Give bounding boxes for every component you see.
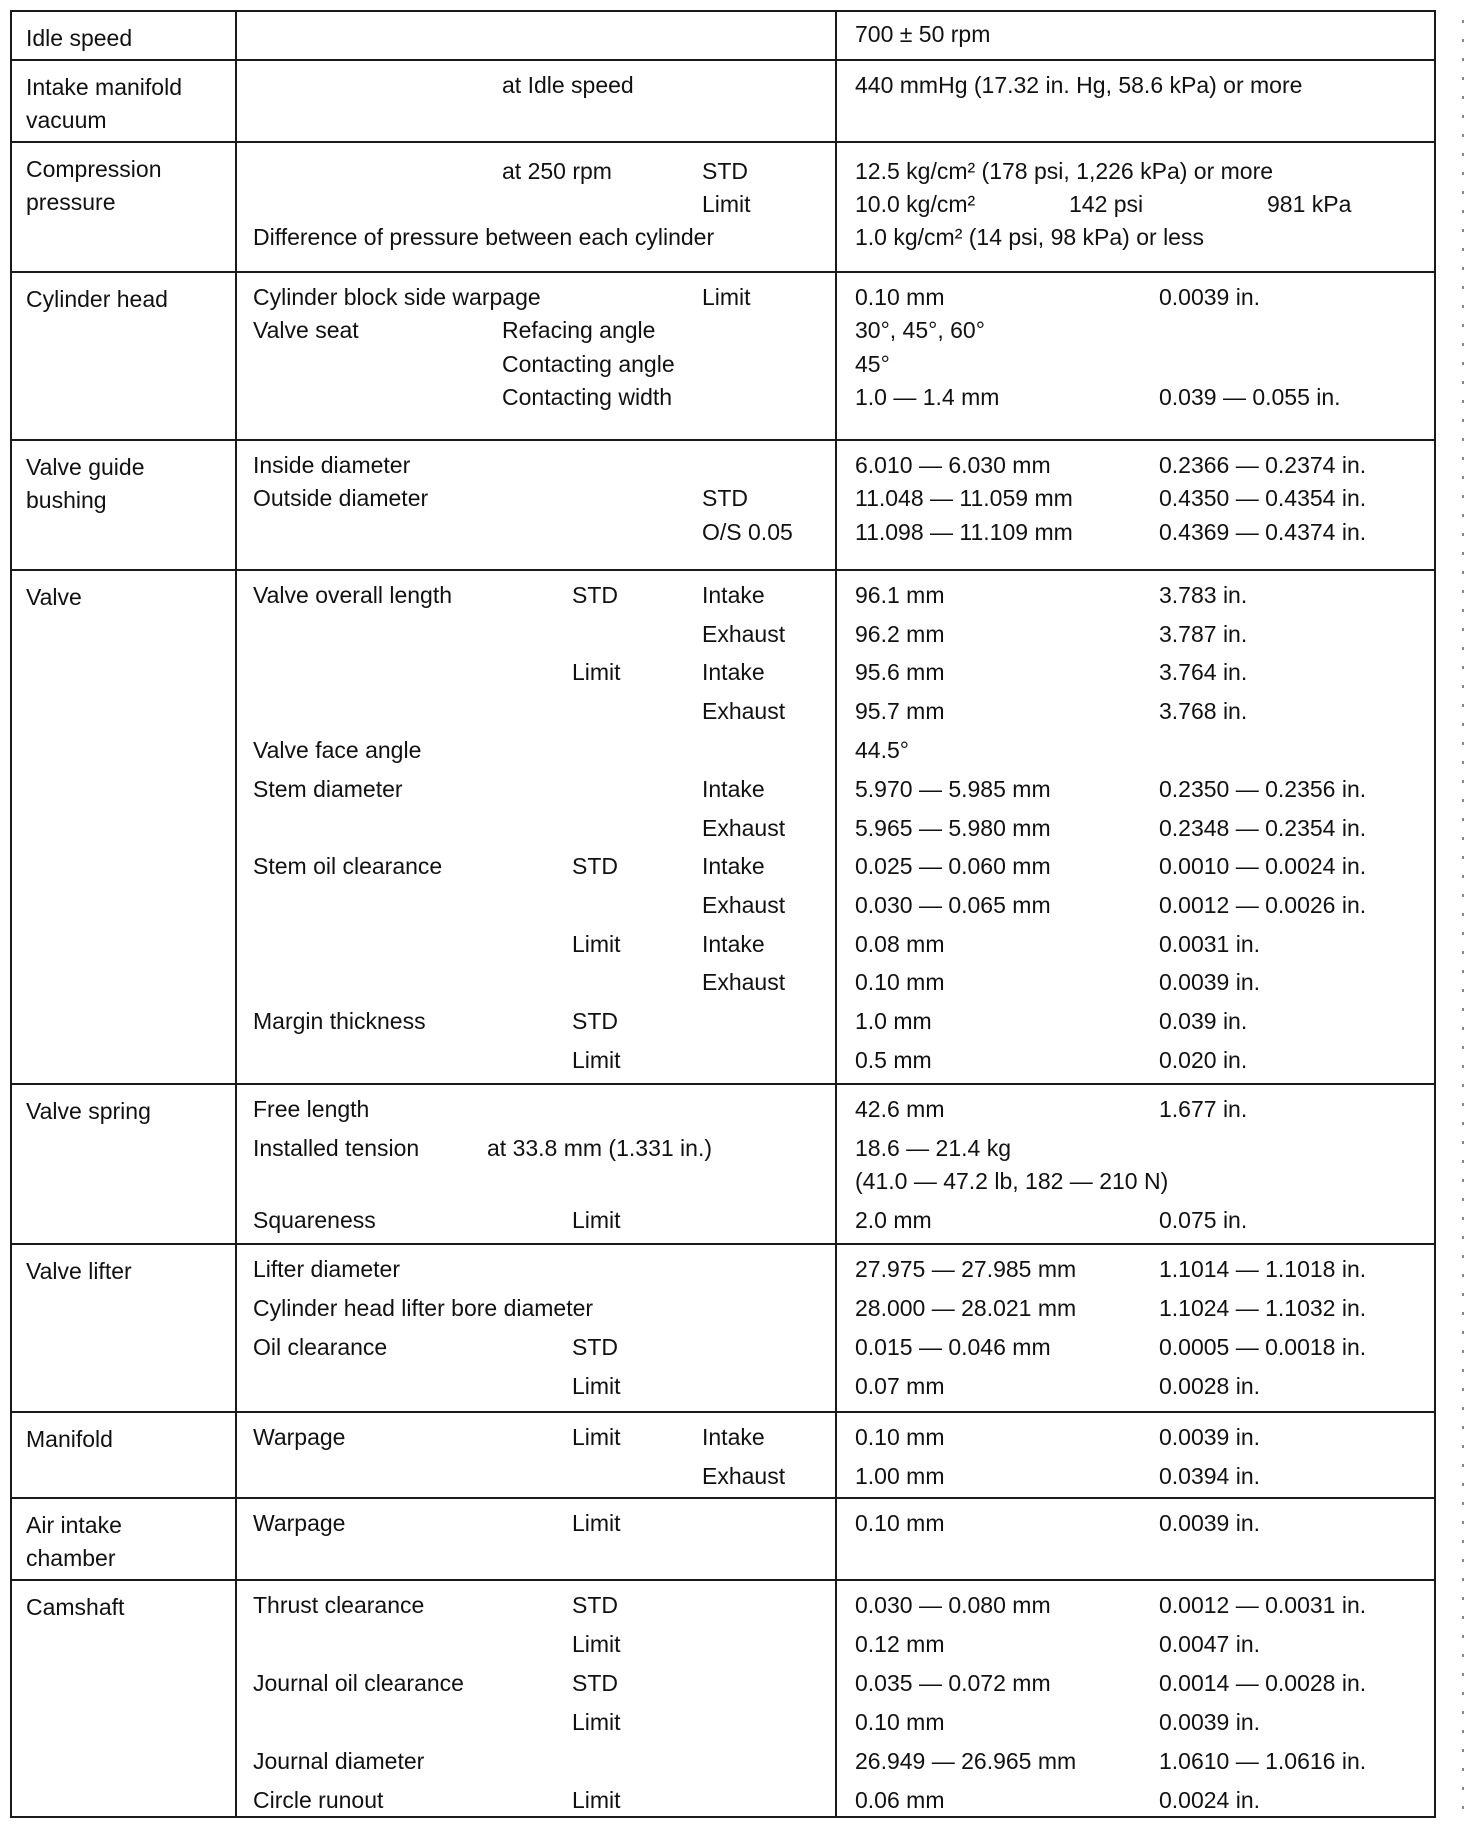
spec-row	[11, 60, 1435, 142]
value-text: 1.1024 — 1.1032 in.	[1159, 1295, 1367, 1321]
value-text: 0.0039 in.	[1159, 1510, 1261, 1536]
value-text: 30°, 45°, 60°	[855, 317, 985, 343]
condition-text: Limit	[702, 284, 751, 310]
value-text: 142 psi	[1069, 191, 1144, 217]
value-text: 0.06 mm	[855, 1787, 945, 1813]
condition-text: Valve seat	[253, 317, 359, 343]
component-cell	[11, 272, 236, 440]
condition-text: at Idle speed	[502, 72, 634, 98]
condition-text: Difference of pressure between each cylinder	[253, 224, 715, 250]
condition-text: Limit	[572, 1510, 621, 1536]
component-cell	[11, 1498, 236, 1580]
component-name: Cylinder head	[26, 286, 168, 312]
component-name: Valve spring	[26, 1098, 151, 1124]
value-text: 0.0039 in.	[1159, 1424, 1261, 1450]
condition-text: STD	[702, 485, 748, 511]
value-text: 1.0610 — 1.0616 in.	[1159, 1748, 1367, 1774]
condition-text: at 33.8 mm (1.331 in.)	[487, 1135, 712, 1161]
value-text: 12.5 kg/cm² (178 psi, 1,226 kPa) or more	[855, 158, 1274, 184]
value-text: 45°	[855, 351, 890, 377]
condition-text: Valve overall length	[253, 582, 453, 608]
value-text: 0.12 mm	[855, 1631, 945, 1657]
value-text: 0.0394 in.	[1159, 1463, 1261, 1489]
value-text: 0.035 — 0.072 mm	[855, 1670, 1051, 1696]
value-text: 0.0047 in.	[1159, 1631, 1261, 1657]
value-cell	[836, 1580, 1435, 1817]
value-text: 0.2350 — 0.2356 in.	[1159, 776, 1367, 802]
spec-row	[11, 1244, 1435, 1412]
condition-text: STD	[572, 853, 618, 879]
value-text: 0.039 — 0.055 in.	[1159, 384, 1341, 410]
condition-text: STD	[702, 158, 748, 184]
component-cell	[11, 60, 236, 142]
condition-text: STD	[572, 1334, 618, 1360]
value-text: 0.4350 — 0.4354 in.	[1159, 485, 1367, 511]
component-cell	[11, 142, 236, 272]
condition-text: Limit	[572, 1373, 621, 1399]
spec-row	[11, 272, 1435, 440]
condition-text: Limit	[572, 659, 621, 685]
value-cell	[836, 1498, 1435, 1580]
condition-text: Warpage	[253, 1424, 346, 1450]
component-name: Intake manifold	[26, 74, 182, 100]
value-text: 440 mmHg (17.32 in. Hg, 58.6 kPa) or more	[855, 72, 1303, 98]
condition-cell	[236, 60, 836, 142]
spec-table	[10, 10, 1436, 1818]
value-text: 0.10 mm	[855, 1424, 945, 1450]
value-text: 96.2 mm	[855, 621, 945, 647]
value-text: 0.07 mm	[855, 1373, 945, 1399]
condition-text: Valve face angle	[253, 737, 422, 763]
value-cell	[836, 1412, 1435, 1498]
component-cell	[11, 1580, 236, 1817]
condition-text: Circle runout	[253, 1787, 384, 1813]
component-cell	[11, 11, 236, 60]
value-text: 3.768 in.	[1159, 698, 1248, 724]
condition-cell	[236, 272, 836, 440]
condition-cell	[236, 11, 836, 60]
condition-text: Installed tension	[253, 1135, 420, 1161]
value-text: 0.2366 — 0.2374 in.	[1159, 452, 1367, 478]
value-text: 5.970 — 5.985 mm	[855, 776, 1051, 802]
value-text: 6.010 — 6.030 mm	[855, 452, 1051, 478]
component-cell	[11, 1084, 236, 1244]
value-text: 0.10 mm	[855, 1709, 945, 1735]
condition-text: Limit	[572, 1709, 621, 1735]
condition-text: Free length	[253, 1096, 370, 1122]
value-text: 0.0012 — 0.0026 in.	[1159, 892, 1367, 918]
condition-cell	[236, 1412, 836, 1498]
condition-text: Limit	[572, 1424, 621, 1450]
value-text: 1.677 in.	[1159, 1096, 1248, 1122]
component-cell	[11, 570, 236, 1084]
condition-text: Intake	[702, 1424, 765, 1450]
value-text: 1.0 — 1.4 mm	[855, 384, 1000, 410]
condition-text: Intake	[702, 776, 765, 802]
value-text: 0.030 — 0.065 mm	[855, 892, 1051, 918]
component-name: Camshaft	[26, 1594, 125, 1620]
condition-cell	[236, 440, 836, 570]
condition-text: Exhaust	[702, 969, 786, 995]
value-text: 0.075 in.	[1159, 1207, 1248, 1233]
value-text: 0.025 — 0.060 mm	[855, 853, 1051, 879]
value-cell	[836, 570, 1435, 1084]
value-text: 0.0039 in.	[1159, 1709, 1261, 1735]
condition-text: Intake	[702, 931, 765, 957]
component-name: Compression	[26, 156, 162, 182]
value-text: 28.000 — 28.021 mm	[855, 1295, 1077, 1321]
condition-text: Outside diameter	[253, 485, 429, 511]
component-cell	[11, 440, 236, 570]
value-text: 11.098 — 11.109 mm	[855, 519, 1073, 545]
condition-text: at 250 rpm	[502, 158, 612, 184]
condition-cell	[236, 142, 836, 272]
condition-cell	[236, 570, 836, 1084]
spec-row	[11, 1412, 1435, 1498]
condition-cell	[236, 1498, 836, 1580]
spec-row	[11, 11, 1435, 60]
value-text: 1.0 mm	[855, 1008, 932, 1034]
component-name: Air intake	[26, 1512, 122, 1538]
condition-text: Intake	[702, 853, 765, 879]
condition-text: Exhaust	[702, 1463, 786, 1489]
page-edge-tick-marks	[1456, 20, 1470, 1820]
value-cell	[836, 11, 1435, 60]
value-text: 3.783 in.	[1159, 582, 1248, 608]
component-name: Manifold	[26, 1426, 113, 1452]
condition-text: Limit	[572, 1047, 621, 1073]
value-text: 3.787 in.	[1159, 621, 1248, 647]
spec-row	[11, 1580, 1435, 1817]
value-cell	[836, 60, 1435, 142]
component-cell	[11, 1244, 236, 1412]
condition-text: Margin thickness	[253, 1008, 426, 1034]
value-text: 95.7 mm	[855, 698, 945, 724]
value-text: 0.0028 in.	[1159, 1373, 1261, 1399]
value-text: 0.5 mm	[855, 1047, 932, 1073]
value-text: 0.0010 — 0.0024 in.	[1159, 853, 1367, 879]
value-text: 0.030 — 0.080 mm	[855, 1592, 1051, 1618]
value-text: 1.00 mm	[855, 1463, 945, 1489]
condition-text: Exhaust	[702, 621, 786, 647]
condition-text: Oil clearance	[253, 1334, 388, 1360]
condition-text: Contacting width	[502, 384, 673, 410]
condition-text: Limit	[572, 1207, 621, 1233]
spec-row	[11, 142, 1435, 272]
condition-text: Cylinder head lifter bore diameter	[253, 1295, 594, 1321]
component-name: chamber	[26, 1545, 116, 1571]
value-text: 42.6 mm	[855, 1096, 945, 1122]
value-text: 0.10 mm	[855, 1510, 945, 1536]
condition-text: Inside diameter	[253, 452, 411, 478]
value-text: 2.0 mm	[855, 1207, 932, 1233]
spec-body	[11, 11, 1435, 1817]
value-text: 0.0014 — 0.0028 in.	[1159, 1670, 1367, 1696]
value-text: 3.764 in.	[1159, 659, 1248, 685]
value-text: 0.020 in.	[1159, 1047, 1248, 1073]
condition-text: Stem oil clearance	[253, 853, 443, 879]
condition-text: Cylinder block side warpage	[253, 284, 541, 310]
value-text: 981 kPa	[1267, 191, 1352, 217]
condition-text: Limit	[572, 931, 621, 957]
spec-row	[11, 440, 1435, 570]
condition-text: Intake	[702, 659, 765, 685]
value-text: 96.1 mm	[855, 582, 945, 608]
spec-row	[11, 1498, 1435, 1580]
condition-text: STD	[572, 1008, 618, 1034]
condition-text: Exhaust	[702, 815, 786, 841]
value-cell	[836, 1084, 1435, 1244]
value-text: 11.048 — 11.059 mm	[855, 485, 1073, 511]
value-text: 0.0024 in.	[1159, 1787, 1261, 1813]
value-text: 0.0012 — 0.0031 in.	[1159, 1592, 1367, 1618]
value-cell	[836, 1244, 1435, 1412]
value-cell	[836, 440, 1435, 570]
value-text: 44.5°	[855, 737, 909, 763]
value-text: (41.0 — 47.2 lb, 182 — 210 N)	[855, 1168, 1169, 1194]
component-name: Idle speed	[26, 25, 133, 51]
value-text: 0.015 — 0.046 mm	[855, 1334, 1051, 1360]
condition-text: Exhaust	[702, 698, 786, 724]
condition-text: Squareness	[253, 1207, 376, 1233]
condition-text: Thrust clearance	[253, 1592, 425, 1618]
condition-text: Journal diameter	[253, 1748, 425, 1774]
value-text: 1.1014 — 1.1018 in.	[1159, 1256, 1367, 1282]
value-text: 18.6 — 21.4 kg	[855, 1135, 1011, 1161]
condition-text: O/S 0.05	[702, 519, 793, 545]
value-text: 10.0 kg/cm²	[855, 191, 976, 217]
value-text: 0.0039 in.	[1159, 284, 1261, 310]
condition-cell	[236, 1084, 836, 1244]
spec-row	[11, 1084, 1435, 1244]
value-text: 700 ± 50 rpm	[855, 21, 991, 47]
condition-text: Journal oil clearance	[253, 1670, 464, 1696]
value-text: 0.0005 — 0.0018 in.	[1159, 1334, 1367, 1360]
value-text: 95.6 mm	[855, 659, 945, 685]
value-text: 0.0039 in.	[1159, 969, 1261, 995]
value-text: 26.949 — 26.965 mm	[855, 1748, 1077, 1774]
spec-row	[11, 570, 1435, 1084]
component-name: bushing	[26, 487, 107, 513]
value-cell	[836, 142, 1435, 272]
value-text: 0.4369 — 0.4374 in.	[1159, 519, 1367, 545]
condition-text: STD	[572, 582, 618, 608]
value-text: 27.975 — 27.985 mm	[855, 1256, 1077, 1282]
condition-text: Warpage	[253, 1510, 346, 1536]
condition-text: Limit	[572, 1631, 621, 1657]
condition-text: Stem diameter	[253, 776, 403, 802]
condition-text: Lifter diameter	[253, 1256, 401, 1282]
value-cell	[836, 272, 1435, 440]
condition-text: Limit	[702, 191, 751, 217]
condition-text: Intake	[702, 582, 765, 608]
value-text: 0.10 mm	[855, 284, 945, 310]
component-name: pressure	[26, 189, 116, 215]
component-cell	[11, 1412, 236, 1498]
value-text: 0.2348 — 0.2354 in.	[1159, 815, 1367, 841]
component-name: Valve lifter	[26, 1258, 132, 1284]
condition-text: Refacing angle	[502, 317, 656, 343]
condition-text: STD	[572, 1670, 618, 1696]
component-name: vacuum	[26, 107, 107, 133]
component-name: Valve	[26, 584, 82, 610]
condition-cell	[236, 1244, 836, 1412]
value-text: 1.0 kg/cm² (14 psi, 98 kPa) or less	[855, 224, 1204, 250]
condition-text: Contacting angle	[502, 351, 675, 377]
component-name: Valve guide	[26, 454, 145, 480]
condition-cell	[236, 1580, 836, 1817]
value-text: 0.08 mm	[855, 931, 945, 957]
value-text: 0.10 mm	[855, 969, 945, 995]
condition-text: Limit	[572, 1787, 621, 1813]
condition-text: STD	[572, 1592, 618, 1618]
condition-text: Exhaust	[702, 892, 786, 918]
value-text: 5.965 — 5.980 mm	[855, 815, 1051, 841]
value-text: 0.039 in.	[1159, 1008, 1248, 1034]
value-text: 0.0031 in.	[1159, 931, 1261, 957]
